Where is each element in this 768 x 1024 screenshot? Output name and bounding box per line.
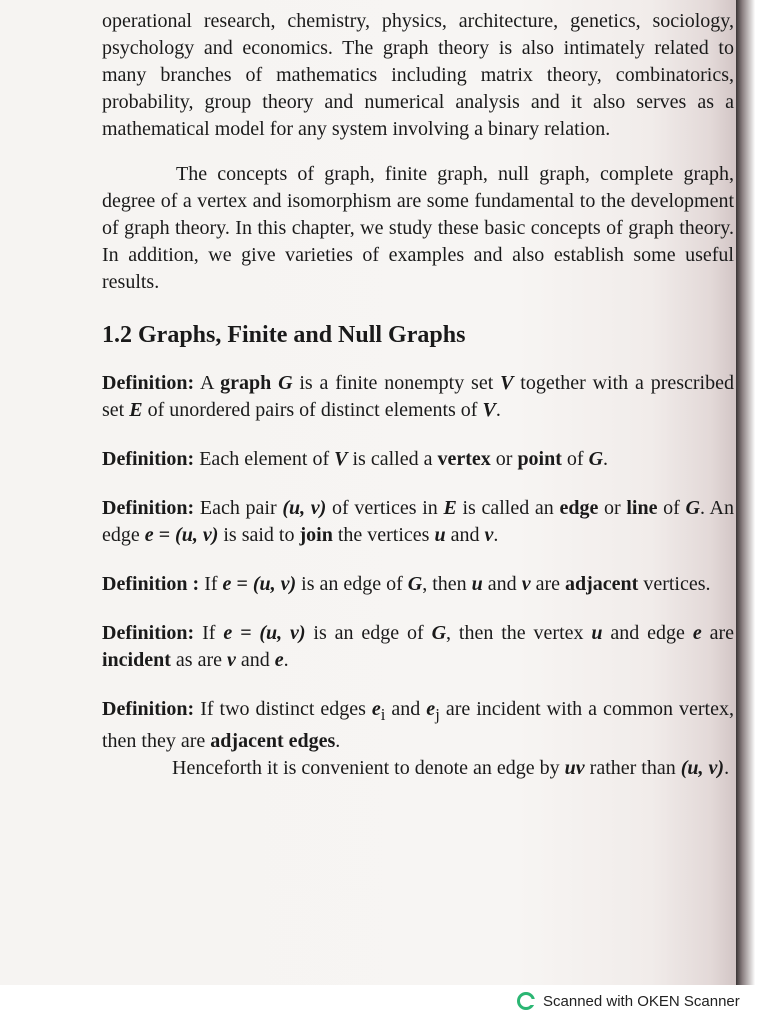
symbol-e: e — [692, 622, 702, 644]
subscript-i: i — [380, 705, 386, 724]
text: A — [194, 372, 221, 394]
text: are — [701, 622, 734, 644]
text: is called an — [456, 497, 560, 519]
text: , then — [422, 573, 472, 595]
symbol-e: e — [274, 649, 284, 671]
scanner-watermark — [517, 990, 740, 1012]
text: is an edge of — [305, 622, 432, 644]
symbol-v: v — [521, 573, 531, 595]
term-graph: graph — [220, 372, 272, 394]
definition-label: Definition: — [102, 698, 195, 720]
term-line: line — [626, 497, 658, 519]
text: Each pair — [194, 497, 283, 519]
text: If two distinct edges — [194, 698, 372, 720]
term-edge: edge — [559, 497, 599, 519]
symbol-E: E — [443, 497, 457, 519]
text: the vertices — [332, 524, 435, 546]
symbol-edge-eq: e = (u, v) — [223, 622, 306, 644]
definition-label: Definition: — [102, 448, 195, 470]
definition-label: Definition : — [102, 573, 200, 595]
text: and — [385, 698, 427, 720]
text: or — [490, 448, 518, 470]
intro-paragraph-2: The concepts of graph, finite graph, null graph, complete graph, degree of a vertex and isomorphism are some fundamental to the development of graph theory. In this chapter, we study these basic concepts of graph theory. In addition, we give varieties of examples and also establish some useful results. — [102, 163, 734, 293]
definition-label: Definition: — [102, 497, 195, 519]
text: and — [235, 649, 275, 671]
intro-paragraph-1: operational research, chemistry, physics, architecture, genetics, sociology, psychology and economics. The graph theory is also intimately related to many branches of mathematics including matrix theory, combinatorics, probability, group theory and numerical analysis and it also serves as a mathematical model for any system involving a binary relation. — [102, 10, 734, 140]
subscript-j: j — [435, 705, 440, 724]
text: . — [335, 730, 341, 752]
symbol-u: u — [434, 524, 446, 546]
text: is called a — [347, 448, 438, 470]
symbol-V: V — [482, 399, 496, 421]
symbol-uv-pair: (u, v) — [680, 757, 725, 779]
definition-adjacent-edges — [102, 696, 734, 755]
definition-incident — [102, 620, 734, 674]
text: If — [199, 573, 223, 595]
symbol-V: V — [334, 448, 348, 470]
text: Each element of — [194, 448, 335, 470]
text: . — [493, 524, 499, 546]
text: , then the vertex — [446, 622, 592, 644]
text: . — [724, 757, 730, 779]
text: is said to — [218, 524, 300, 546]
text: of vertices in — [326, 497, 444, 519]
text: of — [657, 497, 686, 519]
text: is an edge of — [296, 573, 408, 595]
symbol-G: G — [588, 448, 604, 470]
text: of unordered pairs of distinct elements of — [142, 399, 483, 421]
text: . An edge — [102, 497, 734, 546]
symbol-e-j: e — [426, 698, 436, 720]
text: as are — [170, 649, 227, 671]
definition-edge — [102, 495, 734, 549]
closing-paragraph — [102, 755, 734, 782]
term-vertex: vertex — [437, 448, 491, 470]
symbol-u: u — [471, 573, 483, 595]
term-point: point — [517, 448, 562, 470]
symbol-V: V — [500, 372, 514, 394]
symbol-uv: (u, v) — [282, 497, 327, 519]
symbol-u: u — [591, 622, 603, 644]
symbol-G: G — [431, 622, 447, 644]
text: and — [445, 524, 485, 546]
text: . — [603, 448, 609, 470]
text: Henceforth it is convenient to denote an edge by — [172, 757, 565, 779]
text: . — [283, 649, 289, 671]
definition-label: Definition: — [102, 372, 195, 394]
term-adjacent-edges: adjacent edges — [210, 730, 336, 752]
text: together with a prescribed set — [102, 372, 734, 421]
definition-adjacent-vertices — [102, 571, 734, 598]
text: are incident with a common vertex, then they are — [102, 698, 734, 752]
oken-scanner-logo-icon — [517, 992, 535, 1010]
symbol-v: v — [226, 649, 236, 671]
symbol-uv: uv — [564, 757, 585, 779]
definition-label: Definition: — [102, 622, 195, 644]
definition-graph — [102, 370, 734, 424]
text: If — [194, 622, 224, 644]
page-edge-shadow — [736, 0, 768, 985]
symbol-e-i: e — [371, 698, 381, 720]
symbol-G: G — [278, 372, 293, 394]
definition-vertex — [102, 446, 734, 473]
symbol-G: G — [407, 573, 423, 595]
text: of — [561, 448, 589, 470]
symbol-v: v — [484, 524, 494, 546]
symbol-E: E — [129, 399, 143, 421]
symbol-edge-eq: e = (u, v) — [144, 524, 219, 546]
text: . — [495, 399, 501, 421]
text: and edge — [602, 622, 693, 644]
text: and — [482, 573, 522, 595]
text: rather than — [584, 757, 681, 779]
section-heading: 1.2 Graphs, Finite and Null Graphs — [102, 322, 466, 348]
text: vertices. — [638, 573, 711, 595]
text: or — [598, 497, 627, 519]
page-content — [102, 8, 734, 782]
symbol-edge-eq: e = (u, v) — [222, 573, 297, 595]
text: is a finite nonempty set — [292, 372, 501, 394]
term-incident: incident — [102, 649, 171, 671]
text: are — [530, 573, 565, 595]
term-adjacent: adjacent — [565, 573, 639, 595]
symbol-G: G — [685, 497, 700, 519]
term-join: join — [299, 524, 333, 546]
scanner-text: Scanned with OKEN Scanner — [543, 992, 740, 1010]
